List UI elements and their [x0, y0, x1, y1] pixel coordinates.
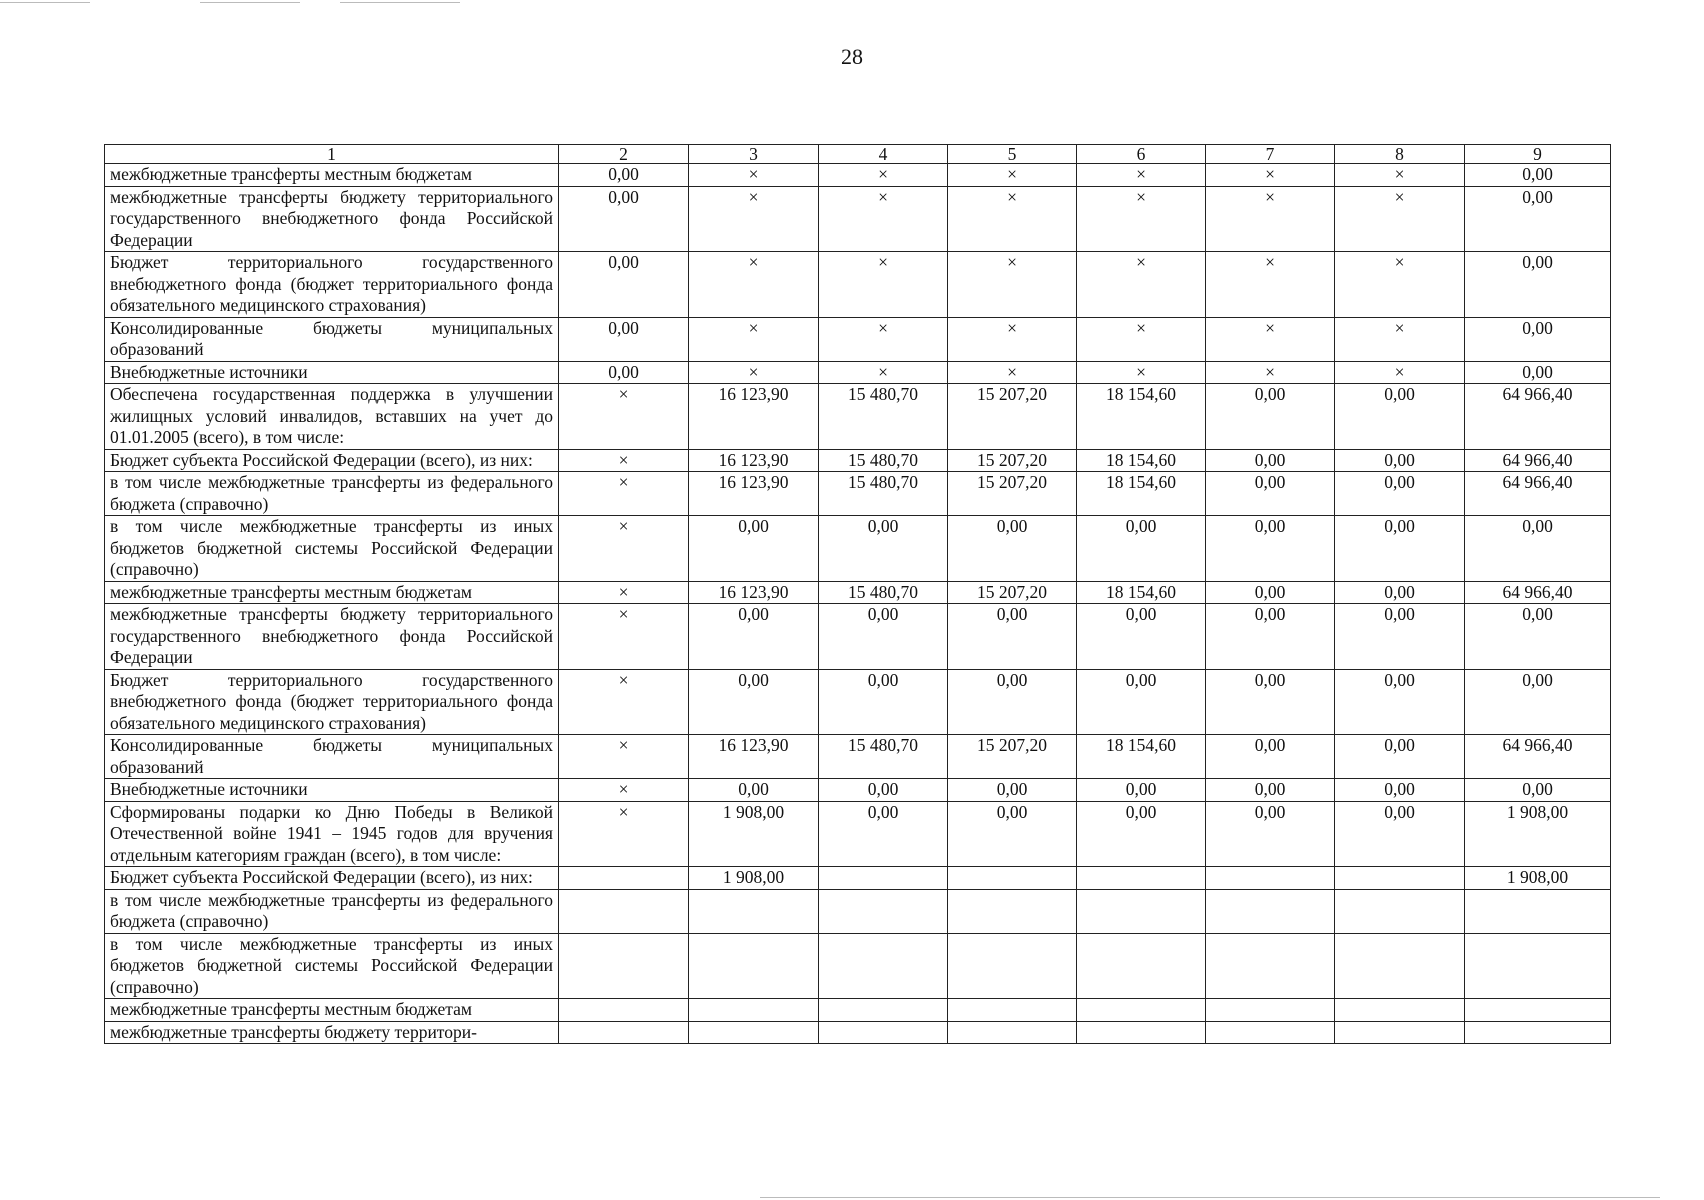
- table-row: [105, 186, 1611, 252]
- page-number: 28: [841, 44, 863, 69]
- table-cell: 0,00: [1206, 472, 1335, 516]
- column-header: 7: [1206, 145, 1335, 164]
- row-label: Обеспечена государственная поддержка в улучшении жилищных условий инвалидов, вставших на учет до 01.01.2005 (всего), в том числе:: [105, 384, 559, 450]
- table-cell: [1206, 1021, 1335, 1044]
- row-label: межбюджетные трансферты местным бюджетам: [105, 164, 559, 187]
- table-cell: ×: [819, 252, 948, 318]
- table-cell: ×: [1335, 252, 1465, 318]
- table-cell: 64 966,40: [1465, 449, 1611, 472]
- table-row: [105, 867, 1611, 890]
- table-cell: 0,00: [689, 604, 819, 670]
- scan-artifact: [340, 2, 460, 3]
- table-cell: 0,00: [1465, 186, 1611, 252]
- table-row: [105, 164, 1611, 187]
- table-cell: ×: [559, 801, 689, 867]
- column-header: 8: [1335, 145, 1465, 164]
- table-cell: 0,00: [1206, 735, 1335, 779]
- table-cell: 0,00: [559, 186, 689, 252]
- table-cell: ×: [559, 669, 689, 735]
- table-cell: [1206, 999, 1335, 1022]
- table-cell: ×: [1335, 164, 1465, 187]
- table-cell: 0,00: [1206, 516, 1335, 582]
- table-cell: ×: [948, 186, 1077, 252]
- table-cell: [1335, 933, 1465, 999]
- table-cell: 0,00: [948, 801, 1077, 867]
- table-cell: ×: [948, 252, 1077, 318]
- table-cell: 0,00: [689, 779, 819, 802]
- table-cell: 0,00: [1335, 735, 1465, 779]
- table-cell: 0,00: [1465, 164, 1611, 187]
- table-cell: 0,00: [1465, 779, 1611, 802]
- column-header: 6: [1077, 145, 1206, 164]
- table-cell: [1206, 933, 1335, 999]
- column-header: 9: [1465, 145, 1611, 164]
- table-cell: 18 154,60: [1077, 449, 1206, 472]
- table-cell: 15 480,70: [819, 384, 948, 450]
- table-cell: [948, 889, 1077, 933]
- table-cell: 18 154,60: [1077, 581, 1206, 604]
- table-cell: 0,00: [1077, 516, 1206, 582]
- table-cell: 64 966,40: [1465, 472, 1611, 516]
- table-cell: [689, 999, 819, 1022]
- table-cell: [689, 933, 819, 999]
- table-cell: [1077, 1021, 1206, 1044]
- table-cell: [948, 1021, 1077, 1044]
- row-label: Консолидированные бюджеты муниципальных образований: [105, 317, 559, 361]
- table-cell: 64 966,40: [1465, 581, 1611, 604]
- table-cell: 0,00: [819, 516, 948, 582]
- table-cell: 15 207,20: [948, 581, 1077, 604]
- table-cell: ×: [1206, 252, 1335, 318]
- table-cell: ×: [1335, 186, 1465, 252]
- table-cell: ×: [689, 361, 819, 384]
- table-cell: [819, 867, 948, 890]
- table-cell: 0,00: [819, 669, 948, 735]
- table-cell: 15 207,20: [948, 449, 1077, 472]
- table-cell: [1077, 999, 1206, 1022]
- table-cell: [948, 999, 1077, 1022]
- row-label: Бюджет субъекта Российской Федерации (всего), из них:: [105, 449, 559, 472]
- table-cell: 15 480,70: [819, 735, 948, 779]
- row-label: Сформированы подарки ко Дню Победы в Великой Отечественной войне 1941 – 1945 годов для вручения отдельным категориям граждан (всего), в том числе:: [105, 801, 559, 867]
- table-cell: 18 154,60: [1077, 735, 1206, 779]
- table-cell: ×: [559, 472, 689, 516]
- table-cell: [1206, 867, 1335, 890]
- table-cell: 1 908,00: [689, 867, 819, 890]
- table-cell: [559, 867, 689, 890]
- table-cell: 0,00: [559, 164, 689, 187]
- table-cell: ×: [819, 317, 948, 361]
- column-header: 2: [559, 145, 689, 164]
- table-cell: 1 908,00: [689, 801, 819, 867]
- table-row: [105, 581, 1611, 604]
- table-cell: 0,00: [1206, 604, 1335, 670]
- table-cell: ×: [1077, 164, 1206, 187]
- scan-artifact: [0, 2, 90, 3]
- table-cell: 0,00: [948, 604, 1077, 670]
- table-cell: 15 480,70: [819, 472, 948, 516]
- table-row: [105, 516, 1611, 582]
- table-row: [105, 317, 1611, 361]
- table-cell: ×: [819, 164, 948, 187]
- header-row: [105, 145, 1611, 164]
- table-cell: ×: [559, 735, 689, 779]
- table-cell: 0,00: [1077, 801, 1206, 867]
- table-cell: 0,00: [1465, 317, 1611, 361]
- table-row: [105, 384, 1611, 450]
- table-cell: ×: [819, 361, 948, 384]
- scan-artifact: [200, 2, 300, 3]
- table-cell: 0,00: [1206, 449, 1335, 472]
- table-cell: [1335, 1021, 1465, 1044]
- row-label: межбюджетные трансферты бюджету территориального государственного внебюджетного фонда Российской Федерации: [105, 604, 559, 670]
- table-cell: 0,00: [1465, 516, 1611, 582]
- row-label: Внебюджетные источники: [105, 779, 559, 802]
- table-cell: ×: [559, 604, 689, 670]
- table-cell: [1335, 999, 1465, 1022]
- table-cell: ×: [819, 186, 948, 252]
- table-cell: 0,00: [1335, 472, 1465, 516]
- column-header: 4: [819, 145, 948, 164]
- table-cell: 16 123,90: [689, 735, 819, 779]
- row-label: Консолидированные бюджеты муниципальных образований: [105, 735, 559, 779]
- table-cell: 0,00: [689, 516, 819, 582]
- table-cell: [559, 1021, 689, 1044]
- table-cell: 0,00: [1335, 516, 1465, 582]
- row-label: в том числе межбюджетные трансферты из иных бюджетов бюджетной системы Российской Федерации (справочно): [105, 516, 559, 582]
- table-cell: [1335, 889, 1465, 933]
- column-header: 1: [105, 145, 559, 164]
- table-cell: 0,00: [948, 779, 1077, 802]
- table-row: [105, 779, 1611, 802]
- table-cell: 16 123,90: [689, 384, 819, 450]
- table-cell: 0,00: [1077, 604, 1206, 670]
- row-label: межбюджетные трансферты бюджету территориального государственного внебюджетного фонда Российской Федерации: [105, 186, 559, 252]
- table-cell: ×: [559, 384, 689, 450]
- table-cell: 1 908,00: [1465, 801, 1611, 867]
- table-cell: ×: [689, 317, 819, 361]
- table-row: [105, 252, 1611, 318]
- table-cell: 0,00: [559, 252, 689, 318]
- table-cell: 0,00: [1206, 801, 1335, 867]
- table-cell: 0,00: [1077, 669, 1206, 735]
- table-row: [105, 933, 1611, 999]
- table-cell: [1465, 933, 1611, 999]
- table-cell: 0,00: [1206, 384, 1335, 450]
- table-cell: [1077, 889, 1206, 933]
- table-cell: [1077, 933, 1206, 999]
- table-cell: 0,00: [559, 361, 689, 384]
- table-cell: ×: [689, 164, 819, 187]
- row-label: Внебюджетные источники: [105, 361, 559, 384]
- row-label: межбюджетные трансферты местным бюджетам: [105, 581, 559, 604]
- table-cell: 0,00: [1335, 669, 1465, 735]
- row-label: межбюджетные трансферты бюджету территори-: [105, 1021, 559, 1044]
- table-cell: 0,00: [1335, 779, 1465, 802]
- table-cell: [948, 933, 1077, 999]
- table-cell: 15 207,20: [948, 472, 1077, 516]
- table-cell: 18 154,60: [1077, 472, 1206, 516]
- table-body: [105, 164, 1611, 1044]
- table-cell: ×: [1077, 252, 1206, 318]
- table-cell: ×: [1077, 317, 1206, 361]
- table-cell: 18 154,60: [1077, 384, 1206, 450]
- table-cell: 0,00: [1206, 581, 1335, 604]
- table-row: [105, 801, 1611, 867]
- table-cell: 16 123,90: [689, 449, 819, 472]
- table-cell: ×: [1206, 361, 1335, 384]
- budget-table: [104, 144, 1611, 1044]
- table-cell: 0,00: [1335, 581, 1465, 604]
- row-label: Бюджет территориального государственного внебюджетного фонда (бюджет территориального фонда обязательного медицинского страхования): [105, 669, 559, 735]
- table-cell: ×: [1335, 317, 1465, 361]
- table-cell: [819, 889, 948, 933]
- table-cell: 0,00: [689, 669, 819, 735]
- table-cell: ×: [689, 252, 819, 318]
- table-cell: 0,00: [1206, 779, 1335, 802]
- table-row: [105, 889, 1611, 933]
- table-row: [105, 669, 1611, 735]
- table-row: [105, 735, 1611, 779]
- table-cell: 0,00: [1465, 361, 1611, 384]
- table-cell: [689, 889, 819, 933]
- table-cell: ×: [689, 186, 819, 252]
- table-cell: ×: [559, 581, 689, 604]
- table-cell: [1077, 867, 1206, 890]
- column-header: 5: [948, 145, 1077, 164]
- table-row: [105, 999, 1611, 1022]
- table-cell: [819, 1021, 948, 1044]
- table-cell: [948, 867, 1077, 890]
- table-cell: 64 966,40: [1465, 735, 1611, 779]
- row-label: в том числе межбюджетные трансферты из иных бюджетов бюджетной системы Российской Федерации (справочно): [105, 933, 559, 999]
- table-cell: 64 966,40: [1465, 384, 1611, 450]
- table-cell: [1465, 999, 1611, 1022]
- table-cell: 15 480,70: [819, 449, 948, 472]
- table-row: [105, 604, 1611, 670]
- table-cell: ×: [1206, 164, 1335, 187]
- table-cell: ×: [559, 779, 689, 802]
- table-cell: [1465, 1021, 1611, 1044]
- table-cell: [559, 999, 689, 1022]
- table-cell: 0,00: [1465, 252, 1611, 318]
- column-header: 3: [689, 145, 819, 164]
- table-cell: 0,00: [1206, 669, 1335, 735]
- table-cell: 15 480,70: [819, 581, 948, 604]
- table-cell: 0,00: [948, 669, 1077, 735]
- table-cell: ×: [948, 361, 1077, 384]
- row-label: в том числе межбюджетные трансферты из федерального бюджета (справочно): [105, 472, 559, 516]
- table-row: [105, 1021, 1611, 1044]
- table-cell: ×: [1077, 186, 1206, 252]
- table-row: [105, 449, 1611, 472]
- table-cell: [1206, 889, 1335, 933]
- table-cell: 0,00: [1077, 779, 1206, 802]
- table-cell: 0,00: [819, 801, 948, 867]
- table-cell: ×: [1206, 186, 1335, 252]
- table-cell: 0,00: [1465, 604, 1611, 670]
- table-cell: 0,00: [1465, 669, 1611, 735]
- table-cell: ×: [1206, 317, 1335, 361]
- table-cell: 0,00: [1335, 604, 1465, 670]
- table-cell: ×: [1335, 361, 1465, 384]
- table-cell: [1465, 889, 1611, 933]
- table-cell: 16 123,90: [689, 581, 819, 604]
- table-cell: 0,00: [1335, 384, 1465, 450]
- table-cell: 1 908,00: [1465, 867, 1611, 890]
- table-cell: [819, 999, 948, 1022]
- row-label: Бюджет территориального государственного внебюджетного фонда (бюджет территориального фонда обязательного медицинского страхования): [105, 252, 559, 318]
- table-cell: [559, 889, 689, 933]
- row-label: в том числе межбюджетные трансферты из федерального бюджета (справочно): [105, 889, 559, 933]
- table-cell: 0,00: [819, 604, 948, 670]
- table-cell: [1335, 867, 1465, 890]
- table-cell: [689, 1021, 819, 1044]
- table-cell: 0,00: [1335, 801, 1465, 867]
- row-label: Бюджет субъекта Российской Федерации (всего), из них:: [105, 867, 559, 890]
- table-cell: 0,00: [819, 779, 948, 802]
- table-cell: [819, 933, 948, 999]
- table-cell: ×: [559, 449, 689, 472]
- table-cell: 0,00: [559, 317, 689, 361]
- table-cell: [559, 933, 689, 999]
- table-cell: 16 123,90: [689, 472, 819, 516]
- scan-artifact: [760, 1197, 1660, 1198]
- table-row: [105, 361, 1611, 384]
- table-cell: ×: [559, 516, 689, 582]
- table-cell: ×: [948, 317, 1077, 361]
- row-label: межбюджетные трансферты местным бюджетам: [105, 999, 559, 1022]
- table-cell: 0,00: [1335, 449, 1465, 472]
- table-cell: ×: [1077, 361, 1206, 384]
- table-row: [105, 472, 1611, 516]
- table-cell: 0,00: [948, 516, 1077, 582]
- table-cell: ×: [948, 164, 1077, 187]
- table-cell: 15 207,20: [948, 384, 1077, 450]
- table-cell: 15 207,20: [948, 735, 1077, 779]
